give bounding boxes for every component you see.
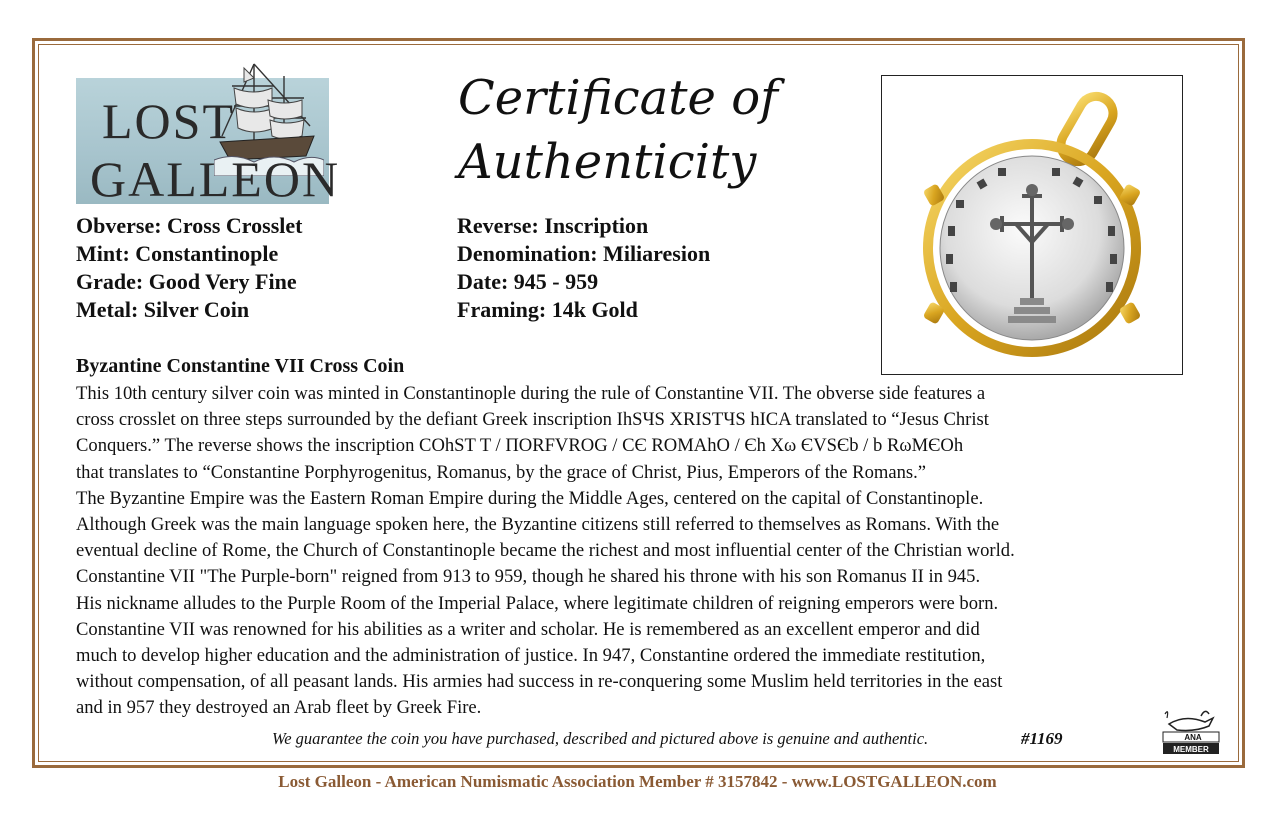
authenticity-guarantee: We guarantee the coin you have purchased, described and pictured above is genuine and authentic. bbox=[272, 729, 929, 748]
certificate-title bbox=[458, 66, 818, 194]
coin-photo-frame bbox=[881, 75, 1183, 375]
coin-specs-left bbox=[76, 212, 303, 324]
ana-badge-bottom: MEMBER bbox=[1173, 745, 1209, 754]
spec-denomination: Denomination: Miliaresion bbox=[457, 241, 711, 266]
ana-lamp-icon bbox=[1155, 706, 1223, 756]
description-line: The Byzantine Empire was the Eastern Roman Empire during the Middle Ages, centered on the capital of Constantinople. bbox=[76, 487, 984, 509]
lost-galleon-logo bbox=[76, 78, 341, 207]
description-line: This 10th century silver coin was minted in Constantinople during the rule of Constantine VII. The obverse side features a bbox=[76, 383, 986, 404]
logo-text-galleon: GALLEON bbox=[90, 151, 341, 207]
ana-badge-top: ANA bbox=[1184, 733, 1202, 742]
description-line: and in 957 they destroyed an Arab fleet by Greek Fire. bbox=[76, 697, 482, 719]
description-line: much to develop higher education and the administration of justice. In 947, Constantine ordered the immediate restitution, bbox=[76, 645, 986, 667]
spec-obverse: Obverse: Cross Crosslet bbox=[76, 213, 303, 238]
description-line: cross crosslet on three steps surrounded by the defiant Greek inscription IhSЧS XRISTЧS hICA translated to “Jesus Christ bbox=[76, 409, 989, 431]
title-line-2: Authenticity bbox=[458, 134, 757, 190]
certificate-number: #1169 bbox=[1021, 729, 1063, 748]
spec-metal: Metal: Silver Coin bbox=[76, 297, 250, 322]
coin-specs-right bbox=[457, 212, 710, 324]
coin-description-heading: Byzantine Constantine VII Cross Coin bbox=[76, 355, 405, 377]
description-line: His nickname alludes to the Purple Room of the Imperial Palace, where legitimate children of reigning emperors were born. bbox=[76, 592, 999, 614]
certificate-footer: Lost Galleon - American Numismatic Association Member # 3157842 - www.LOSTGALLEON.com bbox=[278, 772, 997, 791]
title-line-1: Certificate of bbox=[458, 70, 778, 126]
description-line: Although Greek was the main language spoken here, the Byzantine citizens still referred to themselves as Romans. With the bbox=[76, 514, 1000, 536]
description-line: Constantine VII "The Purple-born" reigned from 913 to 959, though he shared his throne with his son Romanus II in 945. bbox=[76, 566, 981, 588]
description-line: without compensation, of all peasant lands. His armies had success in re-conquering some Muslim held territories in the east bbox=[76, 671, 1003, 693]
description-line: Conquers.” The reverse shows the inscription COhST T / ΠORFVROG / CЄ ROMAhO / Єh Xω ЄVSЄb / b RωMЄOh bbox=[76, 435, 964, 457]
coin-pendant-image bbox=[882, 76, 1182, 374]
spec-date: Date: 945 - 959 bbox=[457, 269, 599, 294]
logo-text-lost: LOST bbox=[102, 93, 235, 149]
description-line: that translates to “Constantine Porphyrogenitus, Romanus, by the grace of Christ, Pius, Emperors of the Romans.” bbox=[76, 461, 927, 483]
spec-framing: Framing: 14k Gold bbox=[457, 297, 638, 322]
coin-description-text bbox=[76, 381, 1236, 722]
spec-reverse: Reverse: Inscription bbox=[457, 213, 649, 238]
description-line: eventual decline of Rome, the Church of Constantinople became the richest and most influential center of the Christian world. bbox=[76, 540, 1015, 562]
spec-grade: Grade: Good Very Fine bbox=[76, 269, 297, 294]
description-line: Constantine VII was renowned for his abilities as a writer and scholar. He is remembered as an excellent emperor and did bbox=[76, 618, 980, 640]
spec-mint: Mint: Constantinople bbox=[76, 241, 279, 266]
